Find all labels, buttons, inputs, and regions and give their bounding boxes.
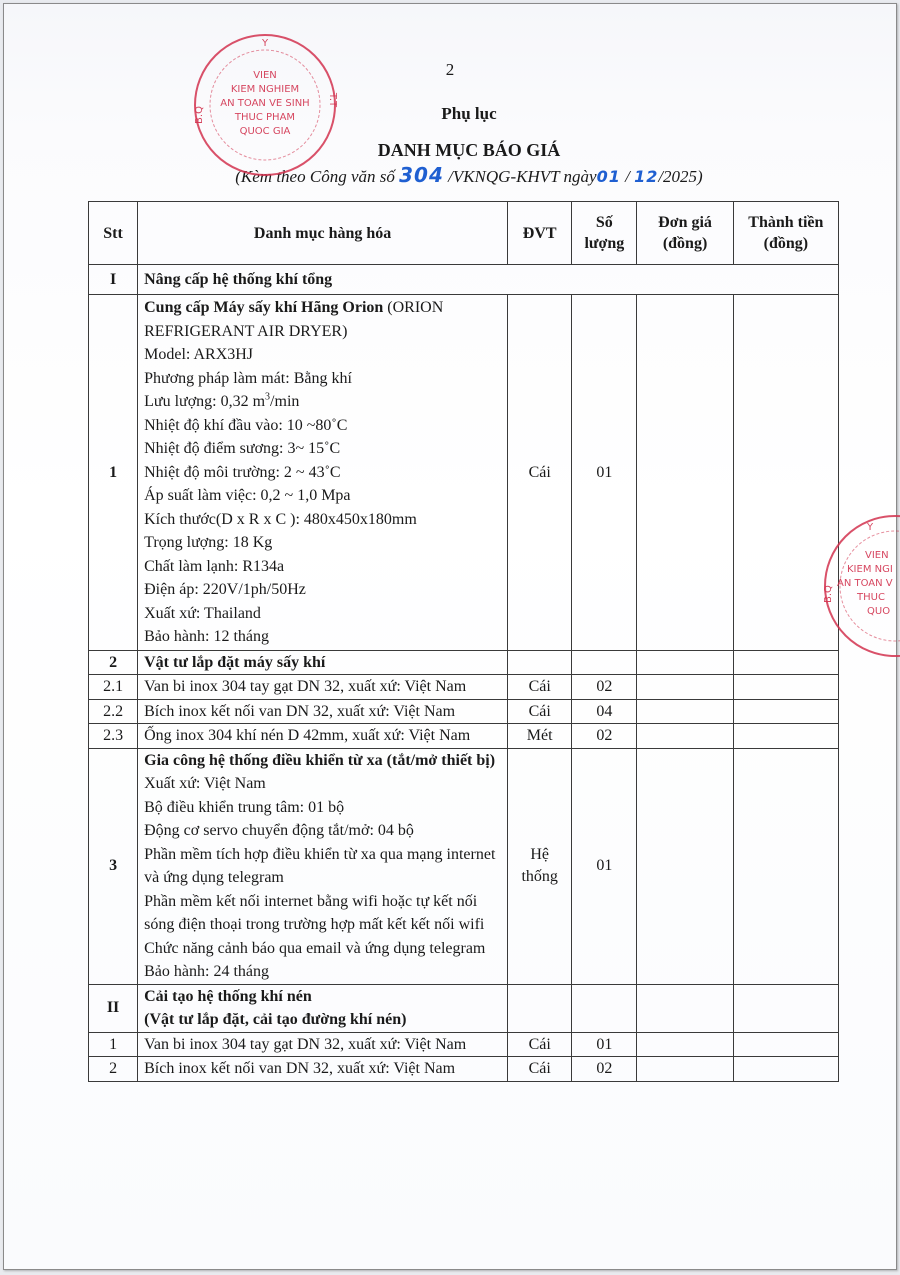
svg-text:KIEM NGI: KIEM NGI [847,564,893,575]
row-item-description [138,748,508,984]
item-spec: Nhiệt độ môi trường: 2 ~ 43˚C [144,463,341,481]
row-section-title: Nâng cấp hệ thống khí tổng [138,265,839,295]
date-separator: / [620,167,635,186]
svg-text:THUC: THUC [857,592,885,603]
row-quantity [572,650,637,675]
row-item-description: Van bi inox 304 tay gạt DN 32, xuất xứ: Việt Nam [138,675,508,700]
item-spec: Kích thước(D x R x C ): 480x450x180mm [144,510,417,528]
row-stt: 1 [89,295,138,651]
row-total [733,1057,838,1082]
section-row [89,984,839,1032]
item-spec: Nhiệt độ khí đầu vào: 10 ~80˚C [144,416,348,434]
row-unit-price [637,1032,733,1057]
row-stt: 2 [89,1057,138,1082]
item-spec: Bảo hành: 12 tháng [144,628,269,645]
header-item-name: Danh mục hàng hóa [138,202,508,265]
subtitle-prefix: (Kèm theo Công văn số [235,167,400,186]
header-unit: ĐVT [508,202,572,265]
row-item-description [138,295,508,651]
row-total [733,1032,838,1057]
item-spec: Áp suất làm việc: 0,2 ~ 1,0 Mpa [144,487,351,504]
section-title-line1: Cải tạo hệ thống khí nén [144,987,312,1005]
row-quantity: 01 [572,748,637,984]
item-spec: Model: ARX3HJ [144,346,254,363]
row-quantity [572,984,637,1032]
row-total [733,675,838,700]
table-row [89,724,839,749]
item-spec: Xuất xứ: Việt Nam [144,775,266,792]
row-total [733,699,838,724]
table-row [89,1057,839,1082]
row-stt: II [89,984,138,1032]
table-row [89,675,839,700]
table-row [89,1032,839,1057]
svg-text:KIEM NGHIEM: KIEM NGHIEM [230,84,300,95]
row-stt: 2.1 [89,675,138,700]
item-spec: Bảo hành: 24 tháng [144,963,269,980]
handwritten-doc-number: 304 [399,163,444,187]
header-quantity-line2: lượng [584,235,625,252]
row-stt: I [89,265,138,295]
header-stt: Stt [89,202,138,265]
svg-text:QUO: QUO [867,606,891,617]
row-unit-price [637,675,733,700]
header-total-line1: Thành tiền [748,214,824,231]
item-spec: Trọng lượng: 18 Kg [144,534,273,551]
document-subtitle [0,163,900,187]
item-spec: Xuất xứ: Thailand [144,604,261,622]
row-stt: 3 [89,748,138,984]
svg-text:AN TOAN V: AN TOAN V [837,578,893,589]
header-quantity-line1: Số [595,214,613,231]
item-spec: Phần mềm tích hợp điều khiển từ xa qua mạng internet và ứng dụng telegram [144,845,496,886]
row-item-description: Bích inox kết nối van DN 32, xuất xứ: Việt Nam [138,699,508,724]
item-spec: Lưu lượng: 0,32 $m^3/\min$ [144,391,300,410]
row-item-description: Ống inox 304 khí nén D 42mm, xuất xứ: Việt Nam [138,724,508,749]
handwritten-day: 01 [596,167,621,186]
header-price-line1: Đơn giá [658,214,712,231]
item-spec: Bộ điều khiển trung tâm: 01 bộ [144,798,345,816]
row-unit: Hệ thống [508,748,572,984]
header-price-line2: (đồng) [662,235,708,252]
svg-text:QUOC GIA: QUOC GIA [239,126,291,137]
row-unit-price [637,650,733,675]
table-row [89,699,839,724]
row-item-description: Vật tư lắp đặt máy sấy khí [138,650,508,675]
row-quantity: 02 [572,724,637,749]
svg-text:B.Q: B.Q [823,585,834,603]
row-quantity: 01 [572,295,637,651]
quotation-table [88,201,839,1082]
header-quantity [572,202,637,265]
item-title: Gia công hệ thống điều khiển từ xa (tắt/mở thiết bị) [144,751,496,769]
row-quantity: 02 [572,675,637,700]
handwritten-month: 12 [634,167,659,186]
row-item-description: Van bi inox 304 tay gạt DN 32, xuất xứ: Việt Nam [138,1032,508,1057]
row-unit-price [637,295,733,651]
svg-text:B.Q: B.Q [194,106,205,124]
row-stt: 2 [89,650,138,675]
row-unit-price [637,1057,733,1082]
row-unit-price [637,984,733,1032]
table-row [89,748,839,984]
row-unit-price [637,724,733,749]
row-stt: 2.2 [89,699,138,724]
header-total-line2: (đồng) [763,235,809,252]
row-unit-price [637,699,733,724]
item-spec: Phương pháp làm mát: Bằng khí [144,369,352,387]
section-title-line2: (Vật tư lắp đặt, cải tạo đường khí nén) [144,1011,407,1028]
svg-text:AN TOAN VE SINH: AN TOAN VE SINH [220,98,310,109]
appendix-label: Phụ lục [441,104,497,123]
svg-text:Y: Y [867,522,874,533]
row-unit: Mét [508,724,572,749]
row-quantity: 01 [572,1032,637,1057]
row-unit [508,984,572,1032]
header-total [733,202,838,265]
row-stt: 1 [89,1032,138,1057]
item-spec: Chất làm lạnh: R134a [144,557,285,575]
svg-text:VIEN: VIEN [865,550,889,561]
item-spec: Điện áp: 220V/1ph/50Hz [144,581,306,598]
svg-text:VIEN: VIEN [253,70,277,81]
item-spec: Chức năng cảnh báo qua email và ứng dụng telegram [144,939,486,957]
section-row [89,265,839,295]
row-section-title [138,984,508,1032]
row-stt: 2.3 [89,724,138,749]
svg-text:T.T: T.T [327,92,338,108]
row-total [733,984,838,1032]
row-unit: Cái [508,295,572,651]
row-unit [508,650,572,675]
row-unit: Cái [508,1057,572,1082]
item-spec: Nhiệt độ điểm sương: 3~ 15˚C [144,440,341,457]
row-total [733,295,838,651]
subtitle-middle: /VKNQG-KHVT ngày [443,167,597,186]
svg-text:THUC PHAM: THUC PHAM [234,112,296,123]
row-unit: Cái [508,699,572,724]
row-quantity: 04 [572,699,637,724]
subtitle-suffix: /2025) [658,167,703,186]
header-unit-price [637,202,733,265]
row-unit: Cái [508,1032,572,1057]
table-row [89,650,839,675]
table-row [89,295,839,651]
document-title: DANH MỤC BÁO GIÁ [377,140,561,160]
item-title-rest: (ORION REFRIGERANT AIR DRYER) [144,299,444,340]
row-item-description: Bích inox kết nối van DN 32, xuất xứ: Việt Nam [138,1057,508,1082]
item-title: Cung cấp Máy sấy khí Hãng Orion [144,299,384,316]
row-unit-price [637,748,733,984]
item-spec: Động cơ servo chuyển động tắt/mở: 04 bộ [144,822,414,839]
row-total [733,724,838,749]
row-quantity: 02 [572,1057,637,1082]
row-unit: Cái [508,675,572,700]
svg-text:Y: Y [261,38,269,49]
row-total [733,650,838,675]
page-number: 2 [445,60,455,79]
table-header-row [89,202,839,265]
row-total [733,748,838,984]
item-spec: Phần mềm kết nối internet bằng wifi hoặc tự kết nối sóng điện thoại trong trường hợp mất kết kết nối wifi [144,892,485,933]
